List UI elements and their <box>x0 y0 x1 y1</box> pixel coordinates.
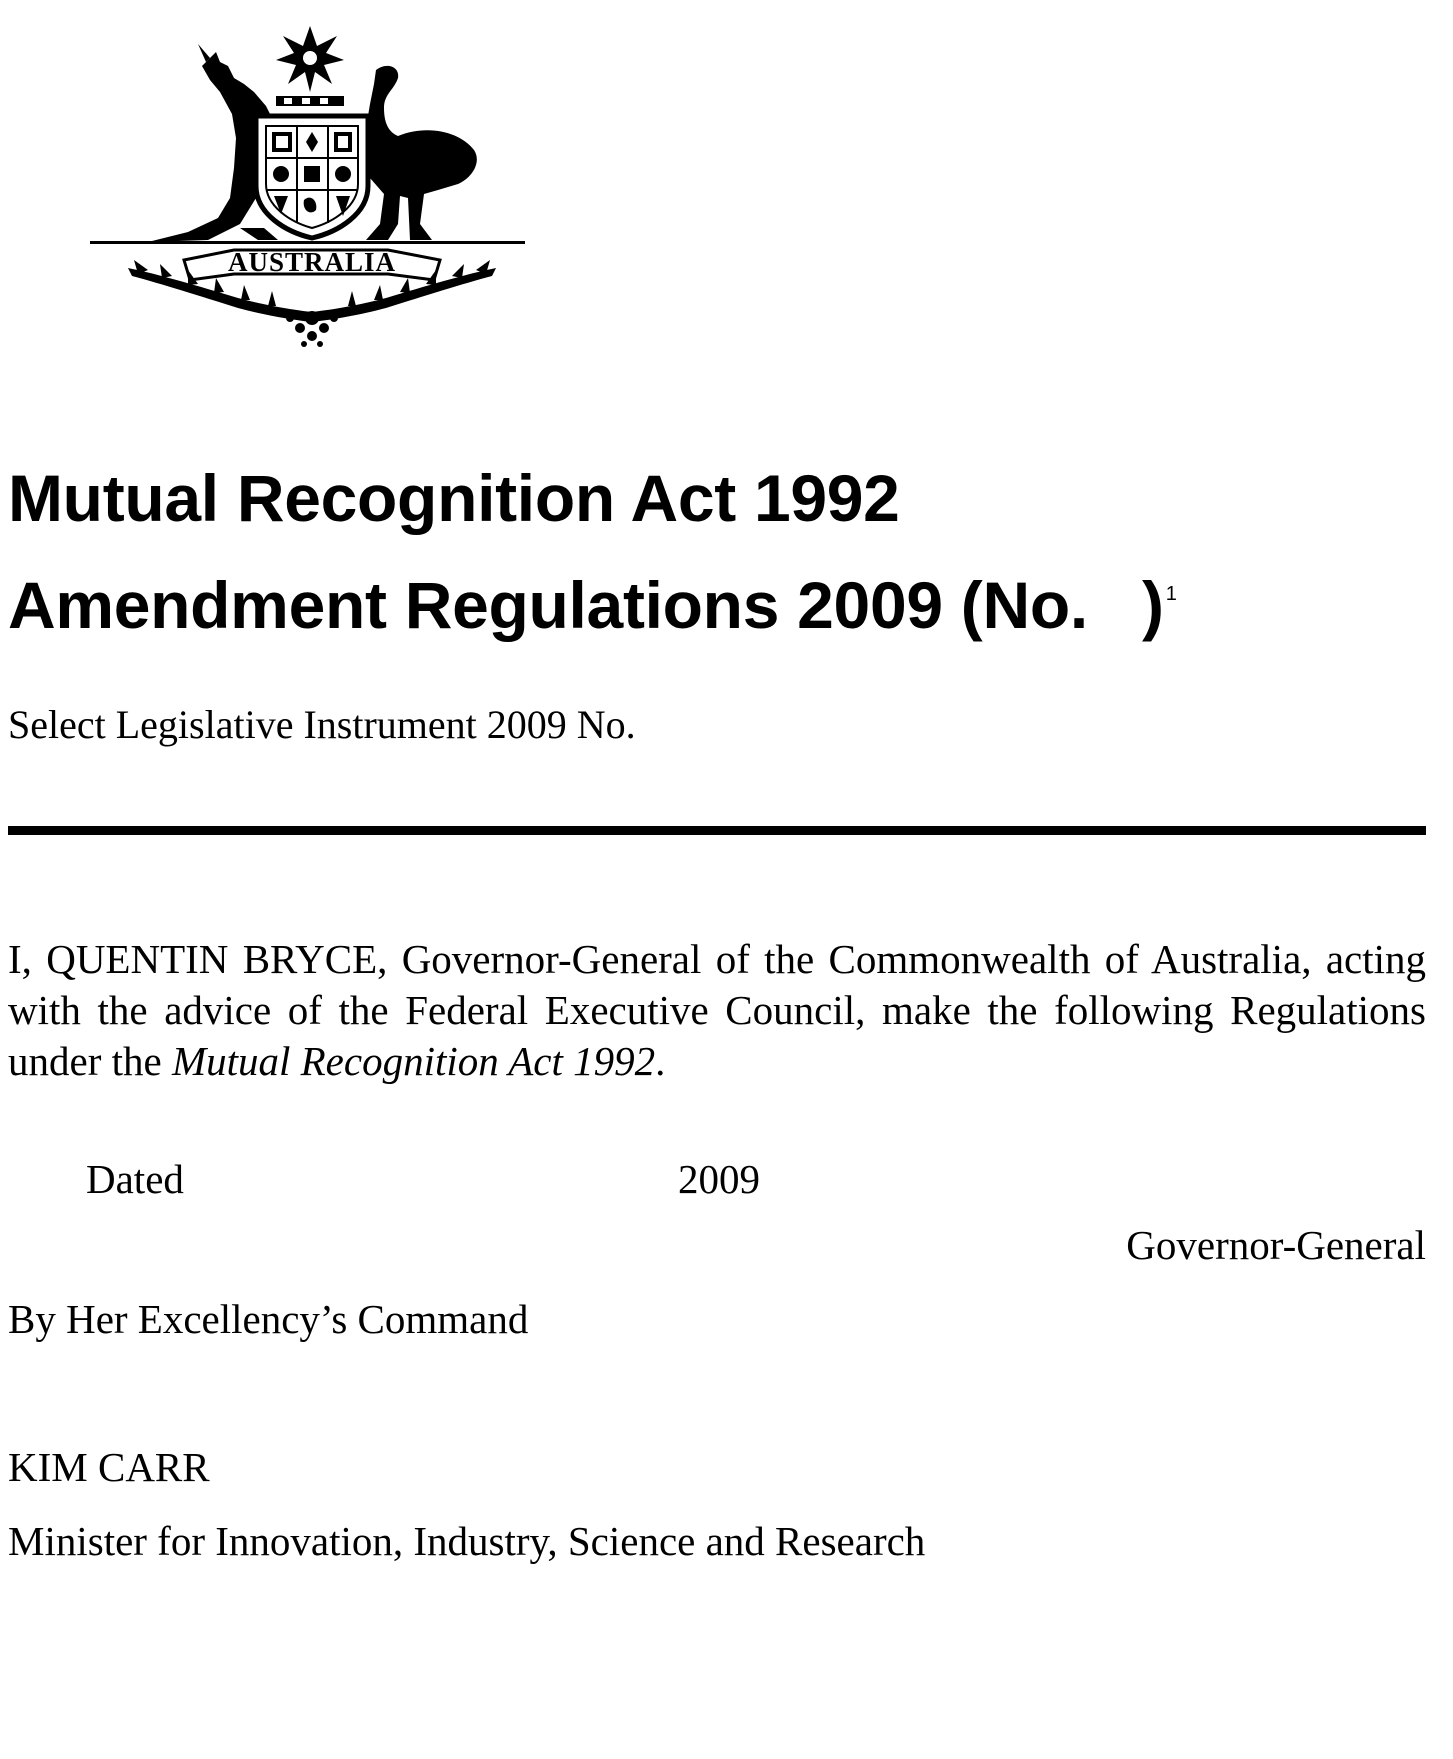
title-footnote-marker: 1 <box>1165 583 1177 605</box>
enacting-preamble <box>8 934 1426 1087</box>
preamble-text: I, QUENTIN BRYCE, Governor-General of the Commonwealth of Australia, acting with the advice of the Federal Executive Council, make the following Regulations under the <box>8 936 1426 1084</box>
governor-general-signature-title: Governor-General <box>1126 1222 1426 1268</box>
minister-title: Minister for Innovation, Industry, Science and Research <box>8 1518 926 1564</box>
act-name-italic: Mutual Recognition Act 1992 <box>171 1038 656 1084</box>
by-command-line: By Her Excellency’s Command <box>8 1296 529 1342</box>
emu-figure <box>364 66 477 240</box>
dated-year: 2009 <box>678 1156 760 1202</box>
coat-of-arms-crest <box>88 18 528 358</box>
title-line-2 <box>8 546 1408 653</box>
title-divider-rule <box>8 826 1426 835</box>
instrument-number: Select Legislative Instrument 2009 No. <box>8 702 636 747</box>
minister-name: KIM CARR <box>8 1444 210 1490</box>
title-line-1: Mutual Recognition Act 1992 <box>8 461 900 535</box>
document-title <box>8 450 1408 653</box>
crest-banner-label: AUSTRALIA <box>227 247 397 277</box>
commonwealth-star <box>276 26 344 92</box>
preamble-period: . <box>655 1038 666 1084</box>
dated-label: Dated <box>86 1156 184 1202</box>
crest-banner <box>184 247 440 280</box>
title-line-2-text: Amendment Regulations 2009 (No. ) <box>8 568 1164 642</box>
crest-shield <box>256 116 368 238</box>
